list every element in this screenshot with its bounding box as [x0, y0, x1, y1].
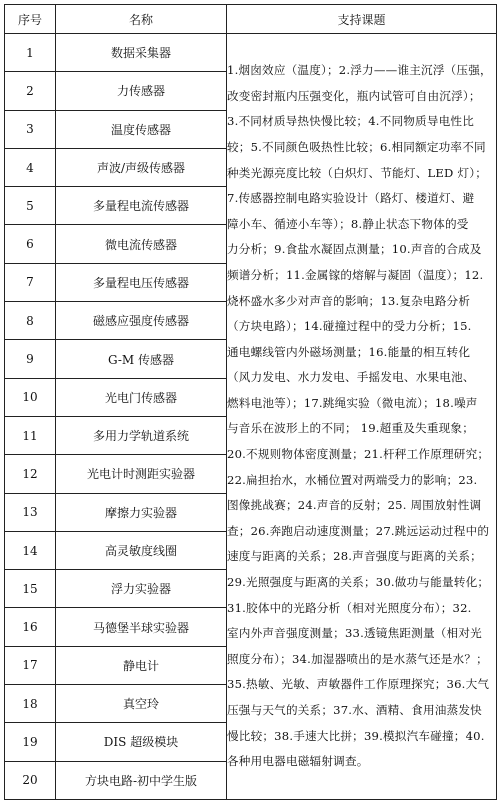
topic-line: 较；5.不同颜色吸热性比较；6.相同额定功率不同: [227, 139, 486, 154]
topic-line: 照度分布）；34.加湿器喷出的是水蒸气还是水？；: [227, 651, 488, 666]
topic-line: 频谱分析；11.金属镓的熔解与凝固（温度）；12.: [227, 267, 484, 282]
header-name: 名称: [56, 5, 227, 34]
row-equipment-name: 摩擦力实验器: [56, 493, 227, 531]
topic-line: 7.传感器控制电路实验设计（路灯、楼道灯、避: [227, 191, 475, 206]
row-equipment-name: 静电计: [56, 646, 227, 684]
table-row: [5, 34, 497, 72]
topic-line: 1.烟囱效应（温度）；2.浮力——谁主沉浮（压强，: [227, 63, 492, 78]
topic-line: 种类光源亮度比较（白炽灯、节能灯、LED 灯）；: [227, 165, 488, 180]
row-equipment-name: 多量程电流传感器: [56, 187, 227, 225]
topic-line: 与音乐在波形上的不同； 19.超重及失重现象；: [227, 421, 475, 436]
header-index: 序号: [5, 5, 56, 34]
row-equipment-name: 声波/声级传感器: [56, 148, 227, 186]
row-equipment-name: 磁感应强度传感器: [56, 302, 227, 340]
topic-line: 35.热敏、光敏、声敏器件工作原理探究；36.大气: [227, 677, 490, 692]
topic-line: （方块电路）；14.碰撞过程中的受力分析；15.: [227, 319, 472, 334]
row-equipment-name: 力传感器: [56, 72, 227, 110]
topic-line: 慢比较；38.手速大比拼；39.模拟汽车碰撞；40.: [227, 728, 485, 743]
row-equipment-name: 方块电路-初中学生版: [56, 761, 227, 799]
table-header-row: [5, 5, 497, 34]
topic-line: 图像挑战赛；24.声音的反射；25. 周围放射性调: [227, 498, 482, 513]
topic-line: 22.扁担抬水，水桶位置对两端受力的影响；23.: [227, 472, 478, 487]
topic-line: 3.不同材质导热快慢比较；4.不同物质导电性比: [227, 114, 475, 129]
row-equipment-name: 微电流传感器: [56, 225, 227, 263]
equipment-topics-table: [4, 4, 497, 800]
row-index: 12: [5, 455, 56, 493]
row-equipment-name: 真空玲: [56, 685, 227, 723]
row-equipment-name: 多用力学轨道系统: [56, 416, 227, 454]
supported-topics-cell: [227, 34, 497, 800]
topic-line: 各种用电器电磁辐射调查。: [227, 754, 369, 769]
topic-line: 室内外声音强度测量；33.透镜焦距测量（相对光: [227, 626, 482, 641]
header-topics: 支持课题: [227, 5, 497, 34]
row-index: 13: [5, 493, 56, 531]
row-equipment-name: 光电门传感器: [56, 378, 227, 416]
row-index: 7: [5, 263, 56, 301]
row-equipment-name: 光电计时测距实验器: [56, 455, 227, 493]
row-index: 4: [5, 148, 56, 186]
row-equipment-name: 高灵敏度线圈: [56, 531, 227, 569]
row-index: 15: [5, 570, 56, 608]
row-index: 11: [5, 416, 56, 454]
topic-line: 烧杯盛水多少对声音的影响；13.复杂电路分析: [227, 293, 471, 308]
row-equipment-name: G-M 传感器: [56, 340, 227, 378]
topic-line: 力分析；9.食盐水凝固点测量；10.声音的合成及: [227, 242, 482, 257]
equipment-topics-table-wrapper: [4, 4, 496, 799]
topic-line: （风力发电、水力发电、手摇发电、水果电池、: [227, 370, 475, 385]
row-index: 14: [5, 531, 56, 569]
topic-line: 20.不规则物体密度测量；21.杆秤工作原理研究；: [227, 447, 490, 462]
topic-line: 速度与距离的关系；28.声音强度与距离的关系；: [227, 549, 482, 564]
row-index: 10: [5, 378, 56, 416]
row-equipment-name: 多量程电压传感器: [56, 263, 227, 301]
row-index: 19: [5, 723, 56, 761]
row-index: 9: [5, 340, 56, 378]
row-equipment-name: 马德堡半球实验器: [56, 608, 227, 646]
row-index: 5: [5, 187, 56, 225]
table-body: [5, 34, 497, 800]
row-equipment-name: 温度传感器: [56, 110, 227, 148]
topic-line: 改变密封瓶内压强变化，瓶内试管可自由沉浮）；: [227, 88, 481, 103]
row-index: 16: [5, 608, 56, 646]
topic-line: 查；26.奔跑启动速度测量；27.跳远运动过程中的: [227, 523, 490, 538]
row-index: 8: [5, 302, 56, 340]
row-equipment-name: 浮力实验器: [56, 570, 227, 608]
topic-line: 通电螺线管内外磁场测量；16.能量的相互转化: [227, 344, 471, 359]
topic-line: 障小车、循迹小车等）；8.静止状态下物体的受: [227, 216, 469, 231]
topic-line: 31.胶体中的光路分析（相对光照度分布）；32.: [227, 600, 472, 615]
topic-line: 压强与天气的关系；37.水、酒精、食用油蒸发快: [227, 703, 482, 717]
topic-line: 29.光照强度与距离的关系；30.做功与能量转化；: [227, 575, 490, 590]
row-equipment-name: 数据采集器: [56, 34, 227, 72]
row-equipment-name: DIS 超级模块: [56, 723, 227, 761]
topic-line: 燃料电池等）；17.跳绳实验（微电流）；18.噪声: [227, 395, 478, 410]
row-index: 20: [5, 761, 56, 799]
row-index: 2: [5, 72, 56, 110]
row-index: 1: [5, 34, 56, 72]
row-index: 3: [5, 110, 56, 148]
row-index: 6: [5, 225, 56, 263]
row-index: 18: [5, 685, 56, 723]
row-index: 17: [5, 646, 56, 684]
